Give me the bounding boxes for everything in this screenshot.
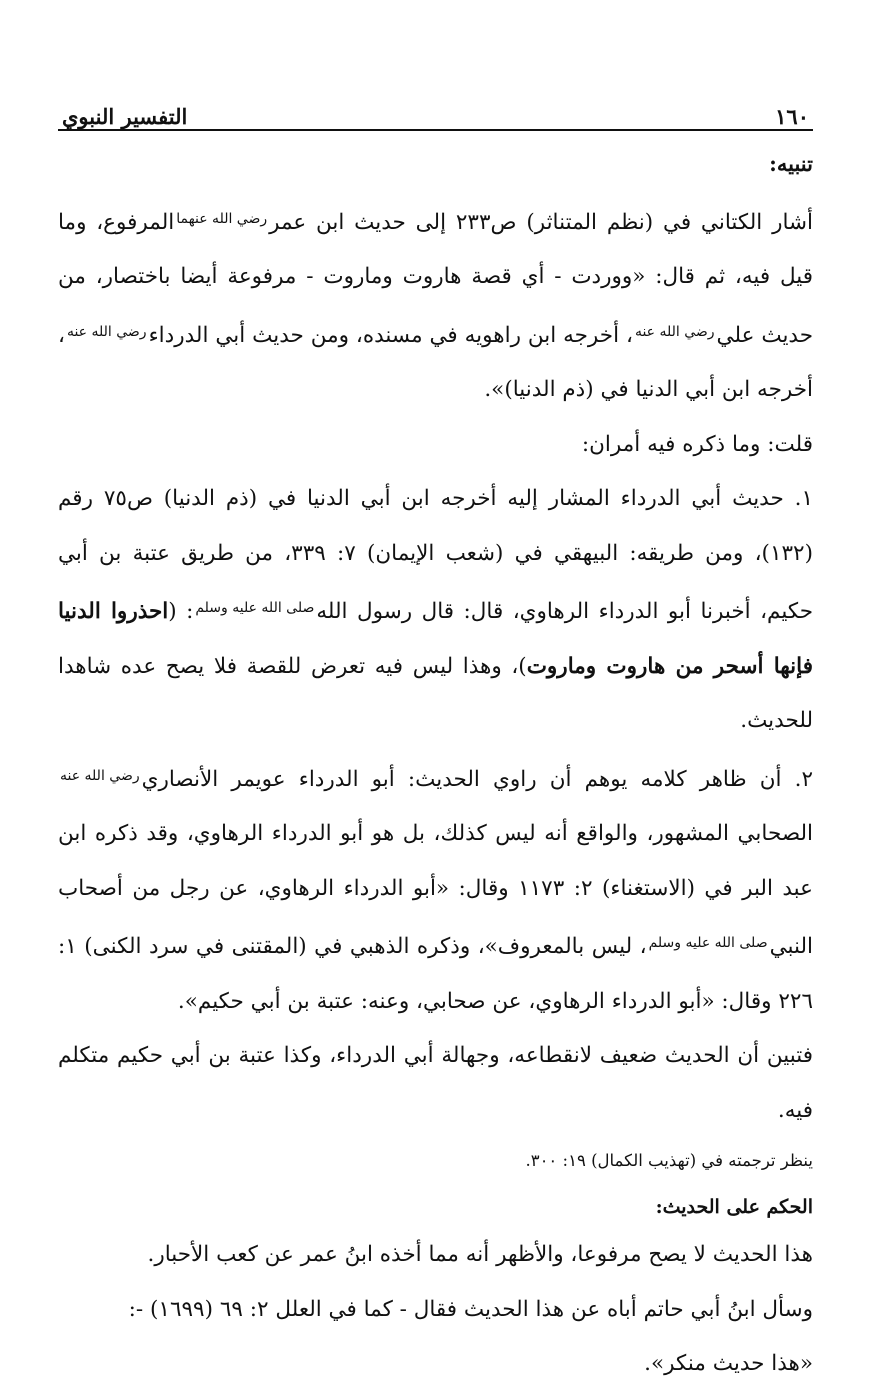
paragraph-text: ٢. أن ظاهر كلامه يوهم أن راوي الحديث: أبو الدرداء عويمر الأنصاري xyxy=(141,766,813,792)
footnote-reference: ينظر ترجمته في (تهذيب الكمال) ١٩: ٣٠٠. xyxy=(525,1151,813,1170)
page-number: ١٦٠ xyxy=(775,104,809,129)
honorific-symbol: رضي الله عنهما xyxy=(176,210,268,227)
paragraph-conclusion: فتبين أن الحديث ضعيف لانقطاعه، وجهالة أبي الدرداء، وكذا عتبة بن أبي حكيم متكلم فيه. xyxy=(58,1043,813,1123)
honorific-symbol: رضي الله عنه xyxy=(66,323,147,340)
ruling-heading: الحكم على الحديث: xyxy=(655,1196,813,1218)
paragraph-ruling: هذا الحديث لا يصح مرفوعا، والأظهر أنه مما أخذه ابنُ عمر عن كعب الأحبار. xyxy=(147,1242,813,1267)
paragraph-text: المرفوع، وما قيل فيه، ثم قال: «ووردت - أي قصة هاروت وماروت - مرفوعة أيضا باختصار، من حديث علي xyxy=(58,209,814,348)
paragraph-text: : ( xyxy=(168,599,194,624)
honorific-symbol: رضي الله عنه xyxy=(60,767,140,784)
list-item-1 xyxy=(58,472,813,749)
book-page xyxy=(58,95,813,1392)
tanbih-heading: تنبيه: xyxy=(769,151,813,176)
honorific-symbol: صلى الله عليه وسلم xyxy=(195,600,315,616)
paragraph-text: ، ليس بالمعروف»، وذكره الذهبي في (المقتنى في سرد الكنى) ١: ٢٢٦ وقال: «أبو الدرداء الرهاوي، عن صحابي، وعنه: عتبة بن أبي حكيم». xyxy=(58,934,813,1014)
honorific-symbol: صلى الله عليه وسلم xyxy=(648,935,768,951)
paragraph-text: أشار الكتاني في (نظم المتناثر) ص٢٣٣ إلى حديث ابن عمر xyxy=(269,209,813,235)
list-item-2 xyxy=(58,749,813,1030)
paragraph-text: ، أخرجه ابن أبي الدنيا في (ذم الدنيا)». xyxy=(58,322,813,402)
paragraph-qult: قلت: وما ذكره فيه أمران: xyxy=(581,431,813,457)
paragraph-kattani xyxy=(58,192,813,418)
paragraph-text: )، وهذا ليس فيه تعرض للقصة فلا يصح عده شاهدا للحديث. xyxy=(58,653,813,733)
paragraph-text: ١. حديث أبي الدرداء المشار إليه أخرجه ابن أبي الدنيا في (ذم الدنيا) ص٧٥ رقم (١٣٢)، ومن طريقه: البيهقي في (شعب الإيمان) ٧: ٣٣٩، من طريق عتبة بن أبي حكيم، أخبرنا أبو الدرداء الرهاوي، قال: قال رسول الله xyxy=(58,486,813,624)
running-title: التفسير النبوي xyxy=(62,104,188,129)
running-header xyxy=(58,95,813,131)
page-body xyxy=(58,131,813,1392)
honorific-symbol: رضي الله عنه xyxy=(634,323,715,340)
hadith-quote: احذروا الدنيا فإنها أسحر من هاروت وماروت xyxy=(58,599,813,679)
paragraph-ruling: «هذا حديث منكر». xyxy=(644,1351,813,1376)
paragraph-text: ، أخرجه ابن راهويه في مسنده، ومن حديث أبي الدرداء xyxy=(148,322,633,348)
paragraph-text: الصحابي المشهور، والواقع أنه ليس كذلك، بل هو أبو الدرداء الرهاوي، وقد ذكره ابن عبد البر في (الاستغناء) ٢: ١١٧٣ وقال: «أبو الدرداء الرهاوي، عن رجل من أصحاب النبي xyxy=(58,821,813,959)
paragraph-ruling: وسأل ابنُ أبي حاتم أباه عن هذا الحديث فقال - كما في العلل ٢: ٦٩ (١٦٩٩) -: xyxy=(128,1296,813,1322)
